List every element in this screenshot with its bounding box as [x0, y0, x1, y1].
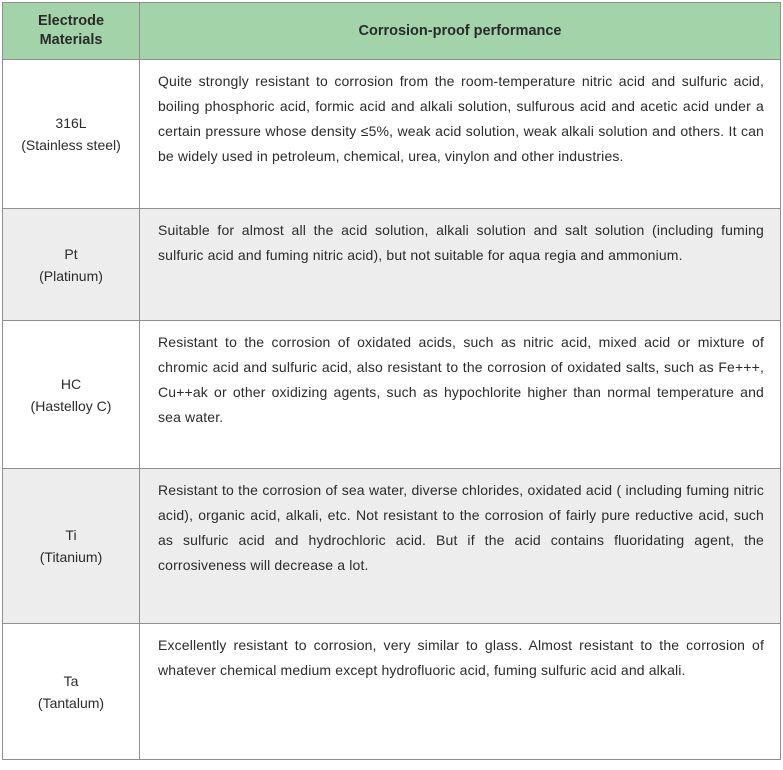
table-row: [3, 209, 781, 321]
performance-cell: Resistant to the corrosion of oxidated acids, such as nitric acid, mixed acid or mixture of chromic acid and sulfuric acid, also resistant to the corrosion of oxidated salts, such as Fe+++, Cu++ak or other oxidizing agents, such as hypochlorite higher than normal temperature and sea water.: [140, 321, 781, 469]
material-name: (Stainless steel): [21, 137, 121, 153]
material-name: (Tantalum): [37, 694, 105, 711]
material-cell: [3, 321, 140, 469]
material-symbol: Pt: [64, 245, 78, 262]
header-corrosion-proof-performance: Corrosion-proof performance: [140, 3, 781, 60]
material-symbol: Ti: [65, 527, 77, 543]
table-body: [3, 60, 781, 760]
table-row: [3, 624, 781, 760]
material-name: (Platinum): [39, 267, 103, 284]
performance-cell: Excellently resistant to corrosion, very similar to glass. Almost resistant to the corrosion of whatever chemical medium except hydrofluoric acid, fuming sulfuric acid and alkali.: [140, 624, 781, 760]
material-cell: [3, 209, 140, 321]
table-header: [3, 3, 781, 60]
material-cell: [3, 469, 140, 624]
material-symbol: HC: [60, 375, 82, 392]
table-row: [3, 469, 781, 624]
material-cell: [3, 60, 140, 209]
performance-cell: Quite strongly resistant to corrosion from the room-temperature nitric acid and sulfuric acid, boiling phosphoric acid, formic acid and alkali solution, sulfurous acid and acetic acid under a certain pressure whose density ≤5%, weak acid solution, weak alkali solution and others. It can be widely used in petroleum, chemical, urea, vinylon and other industries.: [140, 60, 781, 209]
performance-cell: Resistant to the corrosion of sea water, diverse chlorides, oxidated acid ( including fuming nitric acid), organic acid, alkali, etc. Not resistant to the corrosion of fairly pure reductive acid, such as sulfuric acid and hydrochloric acid. But if the acid contains fluoridating agent, the corrosiveness will decrease a lot.: [140, 469, 781, 624]
header-row: [3, 3, 781, 60]
material-symbol: 316L: [55, 115, 87, 131]
table-row: [3, 60, 781, 209]
material-name: (Hastelloy C): [30, 397, 112, 414]
material-cell: [3, 624, 140, 760]
material-name: (Titanium): [39, 549, 103, 565]
header-electrode-materials: Electrode Materials: [3, 3, 140, 60]
performance-cell: Suitable for almost all the acid solution, alkali solution and salt solution (including fuming sulfuric acid and fuming nitric acid), but not suitable for aqua regia and ammonium.: [140, 209, 781, 321]
material-symbol: Ta: [63, 672, 79, 689]
table-row: [3, 321, 781, 469]
electrode-materials-table: [2, 2, 781, 760]
